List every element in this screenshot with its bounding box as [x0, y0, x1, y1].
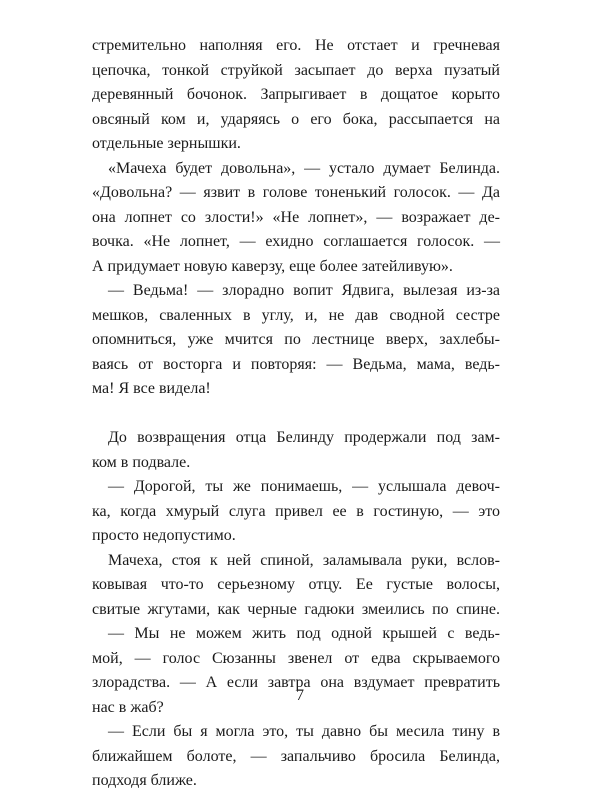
text-line: подходя ближе. — [92, 772, 197, 789]
text-line: А придумает новую каверзу, еще более затейливую». — [92, 257, 453, 275]
text-line: ближайшем болоте, — запальчиво бросила Белинда, — [92, 747, 500, 765]
text-line: ваясь от восторга и повторяя: — Ведьма, мама, ведь- — [92, 355, 500, 373]
text-line: — Если бы я могла это, ты давно бы месила тину в — [108, 723, 500, 740]
text-line: нас в жаб? — [92, 698, 164, 716]
text-line: овсяный ком и, ударяясь о его бока, рассыпается на — [92, 110, 500, 128]
text-line: ка, когда хмурый слуга привел ее в гостиную, — это — [92, 502, 500, 520]
text-line: — Мы не можем жить под одной крышей с ведь- — [108, 625, 500, 642]
text-line: ком в подвале. — [92, 453, 191, 471]
text-line: опомниться, уже мчится по лестнице вверх, захлебы- — [92, 331, 500, 348]
text-block-1 — [92, 34, 500, 402]
text-line: отдельные зернышки. — [92, 135, 241, 152]
page-number: 7 — [296, 687, 304, 704]
text-line: «Мачеха будет довольна», — устало думает Белинда. — [108, 159, 500, 177]
text-line: вочка. «Не лопнет, — ехидно соглашается голосок. — — [92, 233, 500, 250]
text-line: деревянный бочонок. Запрыгивает в дощатое корыто — [92, 86, 500, 103]
text-line: — Ведьма! — злорадно вопит Ядвига, вылезая из-за — [108, 282, 500, 299]
text-line: — Дорогой, ты же понимаешь, — услышала девоч- — [108, 478, 500, 495]
text-line: она лопнет со злости!» «Не лопнет», — возражает де- — [92, 208, 500, 226]
text-line: ма! Я все видела! — [92, 380, 211, 397]
text-line: Мачеха, стоя к ней спиной, заламывала руки, вслов- — [108, 551, 500, 569]
text-line: мой, — голос Сюзанны звенел от едва скрываемого — [92, 649, 500, 667]
section-break — [92, 402, 500, 427]
page-text — [92, 34, 500, 794]
text-line: «Довольна? — язвит в голове тоненький голосок. — Да — [92, 184, 500, 201]
text-line: злорадства. — А если завтра она вздумает превратить — [92, 674, 500, 691]
text-line: стремительно наполняя его. Не отстает и гречневая — [92, 37, 500, 54]
text-line: До возвращения отца Белинду продержали под зам- — [108, 429, 500, 446]
text-line: цепочка, тонкой струйкой засыпает до верха пузатый — [92, 61, 500, 79]
text-block-2 — [92, 426, 500, 794]
text-line: мешков, сваленных в углу, и, не дав сводной сестре — [92, 306, 500, 324]
text-line: просто недопустимо. — [92, 527, 236, 544]
text-line: свитые жгутами, как черные гадюки змеились по спине. — [92, 600, 500, 618]
text-line: ковывая что-то серьезному отцу. Ее густые волосы, — [92, 576, 500, 593]
